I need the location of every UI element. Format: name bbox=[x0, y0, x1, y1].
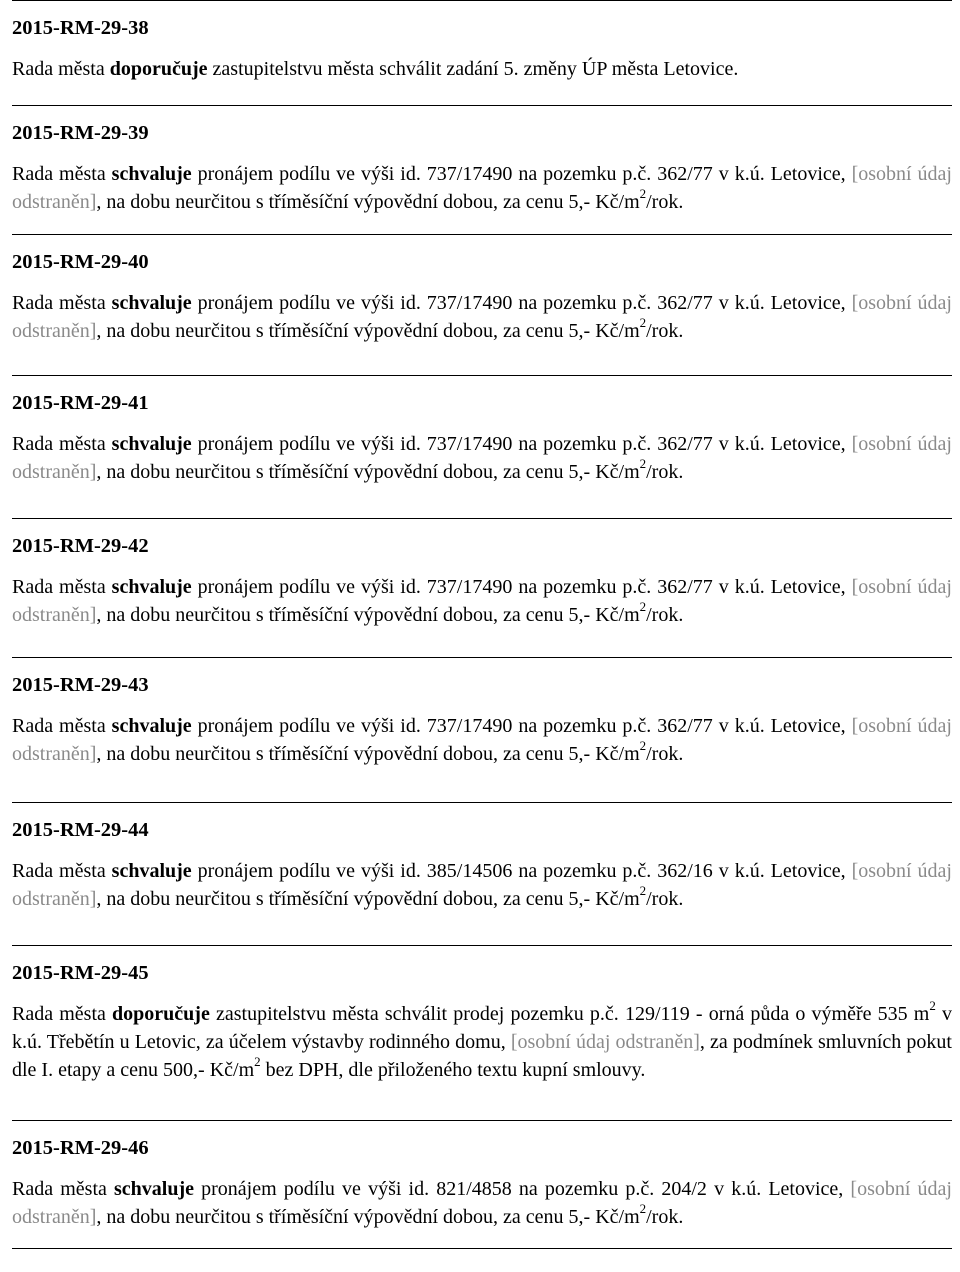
resolution-entry bbox=[12, 234, 952, 375]
resolution-id: 2015-RM-29-45 bbox=[12, 962, 149, 984]
resolution-text: Rada města schvaluje pronájem podílu ve výši id. 737/17490 na pozemku p.č. 362/77 v k.ú. Letovice, [osobní údaj odstraněn], na dobu neurčitou s tříměsíční výpovědní dobou, za cenu 5,- $Kč/m^2$/rok. bbox=[12, 292, 952, 342]
resolutions-document bbox=[12, 0, 952, 1249]
resolution-id: 2015-RM-29-38 bbox=[12, 17, 149, 39]
resolution-verb: doporučuje bbox=[109, 58, 208, 80]
resolution-id: 2015-RM-29-40 bbox=[12, 251, 149, 273]
resolution-id: 2015-RM-29-43 bbox=[12, 674, 149, 696]
resolution-entry bbox=[12, 1120, 952, 1249]
redacted-personal-data: [osobní údaj odstraněn] bbox=[12, 860, 952, 910]
resolution-id: 2015-RM-29-44 bbox=[12, 819, 149, 841]
resolution-entry bbox=[12, 518, 952, 657]
resolution-verb: schvaluje bbox=[111, 715, 192, 737]
resolution-verb: schvaluje bbox=[111, 576, 192, 598]
resolution-entry bbox=[12, 657, 952, 802]
resolution-text: Rada města schvaluje pronájem podílu ve výši id. 737/17490 na pozemku p.č. 362/77 v k.ú. Letovice, [osobní údaj odstraněn], na dobu neurčitou s tříměsíční výpovědní dobou, za cenu 5,- $Kč/m^2$/rok. bbox=[12, 433, 952, 483]
redacted-personal-data: [osobní údaj odstraněn] bbox=[12, 292, 952, 342]
resolution-verb: schvaluje bbox=[111, 292, 192, 314]
redacted-personal-data: [osobní údaj odstraněn] bbox=[12, 163, 952, 213]
resolution-text: Rada města schvaluje pronájem podílu ve výši id. 385/14506 na pozemku p.č. 362/16 v k.ú. Letovice, [osobní údaj odstraněn], na dobu neurčitou s tříměsíční výpovědní dobou, za cenu 5,- $Kč/m^2$/rok. bbox=[12, 860, 952, 910]
resolution-entry bbox=[12, 945, 952, 1120]
redacted-personal-data: [osobní údaj odstraněn] bbox=[12, 1178, 952, 1228]
resolution-id: 2015-RM-29-41 bbox=[12, 392, 149, 414]
resolution-entry bbox=[12, 0, 952, 105]
redacted-personal-data: [osobní údaj odstraněn] bbox=[12, 576, 952, 626]
resolution-text: Rada města doporučuje zastupitelstvu města schválit zadání 5. změny ÚP města Letovice. bbox=[12, 58, 739, 80]
resolution-text: Rada města schvaluje pronájem podílu ve výši id. 737/17490 na pozemku p.č. 362/77 v k.ú. Letovice, [osobní údaj odstraněn], na dobu neurčitou s tříměsíční výpovědní dobou, za cenu 5,- $Kč/m^2$/rok. bbox=[12, 163, 952, 213]
resolution-verb: doporučuje bbox=[112, 1003, 210, 1025]
resolution-id: 2015-RM-29-42 bbox=[12, 535, 149, 557]
resolution-verb: schvaluje bbox=[111, 163, 192, 185]
resolution-text: Rada města schvaluje pronájem podílu ve výši id. 737/17490 na pozemku p.č. 362/77 v k.ú. Letovice, [osobní údaj odstraněn], na dobu neurčitou s tříměsíční výpovědní dobou, za cenu 5,- $Kč/m^2$/rok. bbox=[12, 576, 952, 626]
resolution-entry bbox=[12, 105, 952, 234]
resolution-text: Rada města schvaluje pronájem podílu ve výši id. 737/17490 na pozemku p.č. 362/77 v k.ú. Letovice, [osobní údaj odstraněn], na dobu neurčitou s tříměsíční výpovědní dobou, za cenu 5,- $Kč/m^2$/rok. bbox=[12, 715, 952, 765]
resolution-verb: schvaluje bbox=[114, 1178, 195, 1200]
resolution-entry bbox=[12, 375, 952, 518]
redacted-personal-data: [osobní údaj odstraněn] bbox=[12, 715, 952, 765]
resolution-text: Rada města doporučuje zastupitelstvu města schválit prodej pozemku p.č. 129/119 - orná půda o výměře 535 $m^2$ v k.ú. Třebětín u Letovic, za účelem výstavby rodinného domu, [osobní údaj odstraněn], za podmínek smluvních pokut dle I. etapy a cenu 500,- $Kč/m^2$ bez DPH, dle přiloženého textu kupní smlouvy. bbox=[12, 998, 953, 1081]
resolution-entry bbox=[12, 802, 952, 945]
redacted-personal-data: [osobní údaj odstraněn] bbox=[12, 433, 952, 483]
redacted-personal-data: [osobní údaj odstraněn] bbox=[510, 1031, 700, 1053]
resolution-verb: schvaluje bbox=[111, 860, 192, 882]
resolution-id: 2015-RM-29-39 bbox=[12, 122, 149, 144]
resolution-text: Rada města schvaluje pronájem podílu ve výši id. 821/4858 na pozemku p.č. 204/2 v k.ú. Letovice, [osobní údaj odstraněn], na dobu neurčitou s tříměsíční výpovědní dobou, za cenu 5,- $Kč/m^2$/rok. bbox=[12, 1178, 952, 1228]
resolution-id: 2015-RM-29-46 bbox=[12, 1137, 149, 1159]
resolution-verb: schvaluje bbox=[111, 433, 192, 455]
